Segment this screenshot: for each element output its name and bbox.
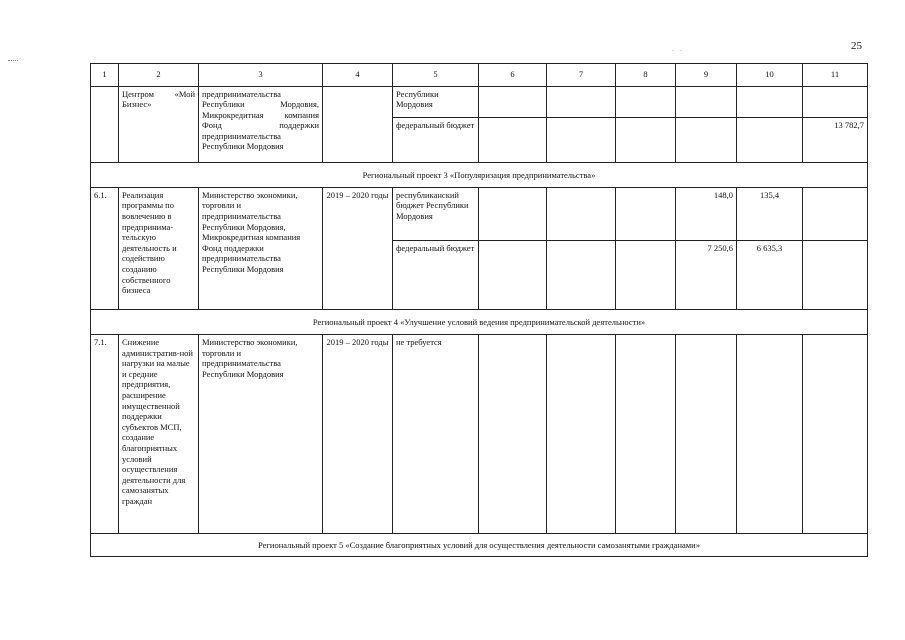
activity-executors: Министерство экономики, торговли и предпринимательства Республики Мордовия	[199, 335, 323, 534]
funding-source-cell: федеральный бюджет	[393, 240, 479, 310]
table-cell	[547, 240, 616, 310]
table-cell	[479, 187, 547, 240]
column-header: 2	[119, 64, 199, 87]
column-header: 9	[676, 64, 737, 87]
table-cell	[803, 86, 868, 118]
activity-executors: Министерство экономики, торговли и предпринимательства Республики Мордовия, Микрокредитная компания Фонд поддержки предпринимательства Республики Мордовия	[199, 187, 323, 310]
column-header: 10	[737, 64, 803, 87]
amount-cell: 135,4	[737, 187, 803, 240]
table-cell	[803, 335, 868, 534]
scan-artifact-dots: . .	[672, 44, 684, 53]
project-title: Региональный проект 5 «Создание благоприятных условий для осуществления деятельности самозанятыми гражданами»	[91, 534, 868, 557]
activity-name: Снижение административ-ной нагрузки на малые и средние предприятия, расширение имущественной поддержки субъектов МСП, создание благоприятных условий осуществления деятельности для самозанятых граждан	[119, 335, 199, 534]
row-6-1-source-1	[91, 187, 868, 240]
funding-source-cell: федеральный бюджет	[393, 118, 479, 163]
column-header: 4	[323, 64, 393, 87]
table-cell	[737, 118, 803, 163]
table-cell	[547, 335, 616, 534]
table-cell	[479, 118, 547, 163]
table-cell	[803, 240, 868, 310]
continuation-executors-cell: предпринимательства Республики Мордовия, Микрокредитная компания Фонд поддержки предпринимательства Республики Мордовия	[199, 86, 323, 163]
column-header: 6	[479, 64, 547, 87]
column-header: 7	[547, 64, 616, 87]
table-cell	[676, 86, 737, 118]
project-title: Региональный проект 4 «Улучшение условий ведения предпринимательской деятельности»	[91, 310, 868, 335]
table-cell	[616, 86, 676, 118]
table-cell	[547, 86, 616, 118]
row-7-1	[91, 335, 868, 534]
amount-cell: 148,0	[676, 187, 737, 240]
continuation-row-source-1	[91, 86, 868, 118]
project-title: Региональный проект 3 «Популяризация предпринимательства»	[91, 163, 868, 188]
table-cell	[737, 335, 803, 534]
table-cell	[479, 86, 547, 118]
row-number: 6.1.	[91, 187, 119, 310]
table-cell	[803, 187, 868, 240]
table-cell	[91, 86, 119, 163]
table-cell	[616, 335, 676, 534]
continuation-name-cell: Центром «Мой Бизнес»	[119, 86, 199, 163]
activity-name: Реализация программы по вовлечению в предпринима-тельскую деятельность и содействию созданию собственного бизнеса	[119, 187, 199, 310]
funding-source-cell: не требуется	[393, 335, 479, 534]
funding-source-cell: республиканский бюджет Республики Мордовия	[393, 187, 479, 240]
column-header: 8	[616, 64, 676, 87]
table-cell	[616, 187, 676, 240]
table-cell	[676, 335, 737, 534]
column-header: 3	[199, 64, 323, 87]
amount-cell: 6 635,3	[737, 240, 803, 310]
column-header: 1	[91, 64, 119, 87]
activity-period: 2019 – 2020 годы	[323, 187, 393, 310]
column-header: 11	[803, 64, 868, 87]
column-header: 5	[393, 64, 479, 87]
table-cell	[479, 335, 547, 534]
project-4-row	[91, 310, 868, 335]
table-cell	[547, 118, 616, 163]
project-3-row	[91, 163, 868, 188]
table-cell	[616, 118, 676, 163]
project-5-row	[91, 534, 868, 557]
scan-artifact	[8, 60, 18, 61]
table-cell	[676, 118, 737, 163]
funding-source-cell: Республики Мордовия	[393, 86, 479, 118]
table-cell	[547, 187, 616, 240]
page-number: 25	[851, 40, 862, 52]
amount-cell: 7 250,6	[676, 240, 737, 310]
row-number: 7.1.	[91, 335, 119, 534]
table-cell	[323, 86, 393, 163]
table-cell	[737, 86, 803, 118]
table-cell	[616, 240, 676, 310]
amount-cell: 13 782,7	[803, 118, 868, 163]
activity-period: 2019 – 2020 годы	[323, 335, 393, 534]
table-cell	[479, 240, 547, 310]
activities-table	[90, 63, 868, 557]
column-header-row	[91, 64, 868, 87]
